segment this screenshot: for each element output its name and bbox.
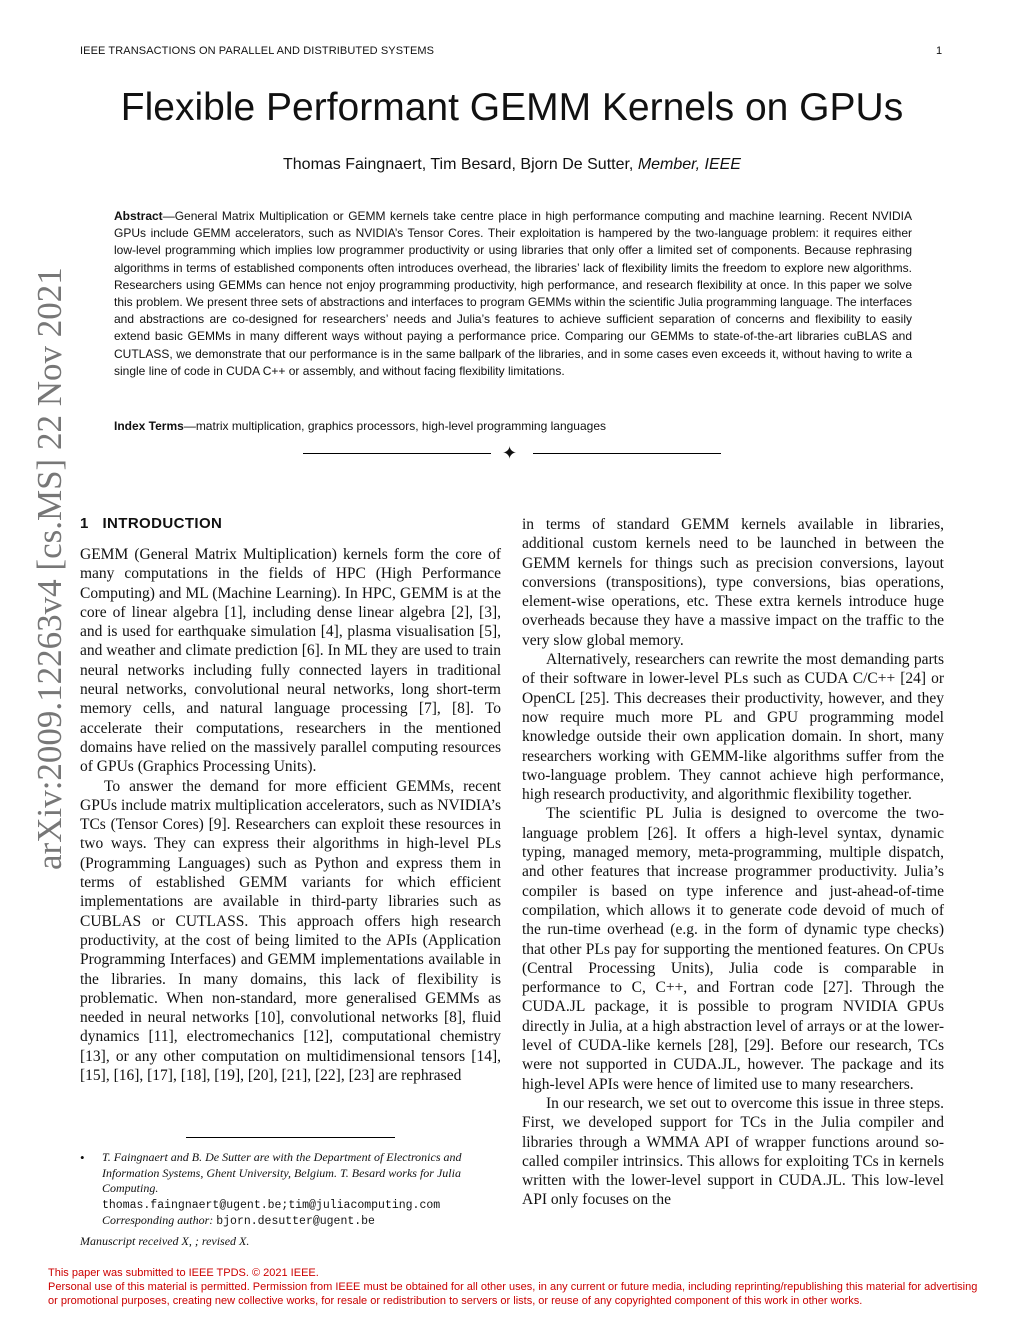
author-names: Thomas Faingnaert, Tim Besard, Bjorn De Sutter, bbox=[283, 156, 634, 173]
section-title: INTRODUCTION bbox=[102, 515, 223, 532]
copyright-notice bbox=[48, 1266, 983, 1308]
section-number: 1 bbox=[80, 515, 89, 532]
affiliation-footnote bbox=[80, 1150, 501, 1230]
paragraph: To answer the demand for more efficient GEMMs, recent GPUs include matrix multiplication accelerators, such as NVIDIA’s TCs (Tensor Cores) [9]. Researchers can exploit these resources in two ways. They can express their algorithms in high-level PLs (Programming Languages) such as Python and express them in terms of established GEMM variants for which efficient implementations are available in third-party libraries such as CUBLAS or CUTLASS. This approach offers high research productivity, at the cost of being limited to the APIs (Application Programming Interfaces) and GEMM implementations available in the libraries. In many domains, this lack of flexibility is problematic. When non-standard, more generalised GEMMs as needed in neural networks [10], convolutional networks [8], fluid dynamics [11], electromechanics [12], computational chemistry [13], or any other computation on multidimensional tensors [14], [15], [16], [17], [18], [19], [20], [21], [22], [23] are rephrased bbox=[80, 777, 501, 1085]
page-number: 1 bbox=[936, 45, 943, 57]
notice-line-1: This paper was submitted to IEEE TPDS. © 2021 IEEE. bbox=[48, 1267, 319, 1279]
corresponding-email: bjorn.desutter@ugent.be bbox=[216, 1215, 375, 1228]
author-line bbox=[0, 156, 1024, 174]
index-terms-text: —matrix multiplication, graphics processors, high-level programming languages bbox=[183, 419, 606, 433]
notice-line-2: Personal use of this material is permitted. Permission from IEEE must be obtained for all other uses, in any current or future media, including reprinting/republishing this material for advertising or promotional purposes, creating new collective works, for resale or redistribution to servers or lists, or reuse of any copyrighted component of this work in other works. bbox=[48, 1281, 978, 1307]
abstract-text: —General Matrix Multiplication or GEMM kernels take centre place in high performance computing and machine learning. Recent NVIDIA GPUs include GEMM accelerators, such as NVIDIA’s Tensor Cores. Their exploitation is hampered by the two-language problem: it requires either low-level programming which implies low programmer productivity or using libraries that only offer a limited set of components. Because rephrasing algorithms in terms of established components often introduces overhead, the libraries’ lack of flexibility limits the freedom to explore new algorithms. Researchers using GEMMs can hence not enjoy programming productivity, high performance, and research flexibility at once. In this paper we solve this problem. We present three sets of abstractions and interfaces to program GEMMs within the scientific Julia programming language. The interfaces and abstractions are co-designed for researchers’ needs and Julia’s features to achieve sufficient separation of concerns and flexibility to easily extend basic GEMMs in many different ways without paying a performance price. Comparing our GEMMs to state-of-the-art libraries cuBLAS and CUTLASS, we demonstrate that our performance is in the same ballpark of the libraries, and in some cases even exceeds it, without having to write a single line of code in CUDA C++ or assembly, and without facing flexibility limitations. bbox=[114, 209, 912, 378]
abstract-label: Abstract bbox=[114, 209, 163, 223]
abstract bbox=[114, 208, 912, 380]
corresponding-label: Corresponding author: bbox=[102, 1213, 214, 1227]
paragraph: Alternatively, researchers can rewrite the most demanding parts of their software in lower-level PLs such as CUDA C/C++ [24] or OpenCL [25]. This decreases their productivity, however, and they now require much more PL and GPU programming model knowledge outside their own application domain. In short, many researchers working with GEMM-like algorithms suffer from the two-language problem. They cannot achieve high performance, high research productivity, and algorithmic flexibility together. bbox=[522, 651, 944, 804]
footnote-bullet: • bbox=[80, 1150, 85, 1165]
separator-rule-left bbox=[303, 453, 491, 454]
arxiv-stamp: arXiv:2009.12263v4 [cs.MS] 22 Nov 2021 bbox=[30, 267, 69, 870]
paragraph: in terms of standard GEMM kernels available in libraries, additional custom kernels need to be launched in between the GEMM kernels for things such as precision conversions, layout conversions (transpositions), type conversions, bias operations, element-wise operations, etc. These extra kernels introduce huge overheads because they have a massive impact on the traffic to the very slow global memory. bbox=[522, 516, 944, 649]
separator-rule-right bbox=[533, 453, 721, 454]
paragraph: The scientific PL Julia is designed to overcome the two-language problem [26]. It offers a high-level syntax, dynamic typing, managed memory, meta-programming, multiple dispatch, and other features that increase programmer productivity. Julia’s compiler is based on type inference and just-ahead-of-time compilation, which allows it to generate code devoid of much of the run-time overhead (e.g. in the form of dynamic type checks) that other PLs pay for supporting the mentioned features. On CPUs (Central Processing Units), Julia code is comparable in performance to C, C++, and Fortran code [27]. Through the CUDA.JL package, it is possible to program NVIDIA GPUs directly in Julia, at a high abstraction level of arrays or at the lower-level of CUDA-like kernels [28], [29]. Before our research, TCs were not supported in CUDA.JL, however. The package and its high-level APIs were hence of limited use to many researchers. bbox=[522, 805, 944, 1093]
footnote-rule bbox=[186, 1137, 395, 1138]
index-terms-label: Index Terms bbox=[114, 419, 184, 433]
right-column bbox=[522, 515, 944, 1210]
section-heading bbox=[80, 515, 222, 532]
footnote-emails: thomas.faingnaert@ugent.be;tim@juliacomputing.com bbox=[102, 1198, 441, 1212]
paper-title: Flexible Performant GEMM Kernels on GPUs bbox=[120, 86, 904, 129]
journal-header: IEEE TRANSACTIONS ON PARALLEL AND DISTRIBUTED SYSTEMS bbox=[80, 45, 435, 57]
index-terms bbox=[114, 418, 912, 435]
left-column bbox=[80, 545, 501, 1085]
paragraph: GEMM (General Matrix Multiplication) kernels form the core of many computations in the fields of HPC (High Performance Computing) and ML (Machine Learning). In HPC, GEMM is at the core of linear algebra [1], including dense linear algebra [2], [3], and is used for earthquake simulation [4], plasma visualisation [5], and weather and climate prediction [6]. In ML they are used to train neural networks including fully connected layers in traditional neural networks, convolutional neural networks, long short-term memory cells, and natural language processing [7], [8]. To accelerate their computations, researchers in the mentioned domains have relied on the massively parallel computing resources of GPUs (Graphics Processing Units). bbox=[80, 546, 501, 776]
paragraph: In our research, we set out to overcome this issue in three steps. First, we developed support for TCs in the Julia compiler and libraries through a WMMA API of wrapper functions around so-called compiler intrinsics. This allows for exploiting TCs in kernels written with the lower-level support in CUDA.JL. This low-level API only focuses on the bbox=[522, 1094, 944, 1209]
manuscript-note: Manuscript received X, ; revised X. bbox=[80, 1234, 250, 1248]
author-membership: Member, IEEE bbox=[637, 156, 741, 173]
separator-star-icon: ✦ bbox=[502, 443, 518, 463]
footnote-text: T. Faingnaert and B. De Sutter are with the Department of Electronics and Information Systems, Ghent University, Belgium. T. Besard works for Julia Computing. bbox=[102, 1150, 462, 1195]
